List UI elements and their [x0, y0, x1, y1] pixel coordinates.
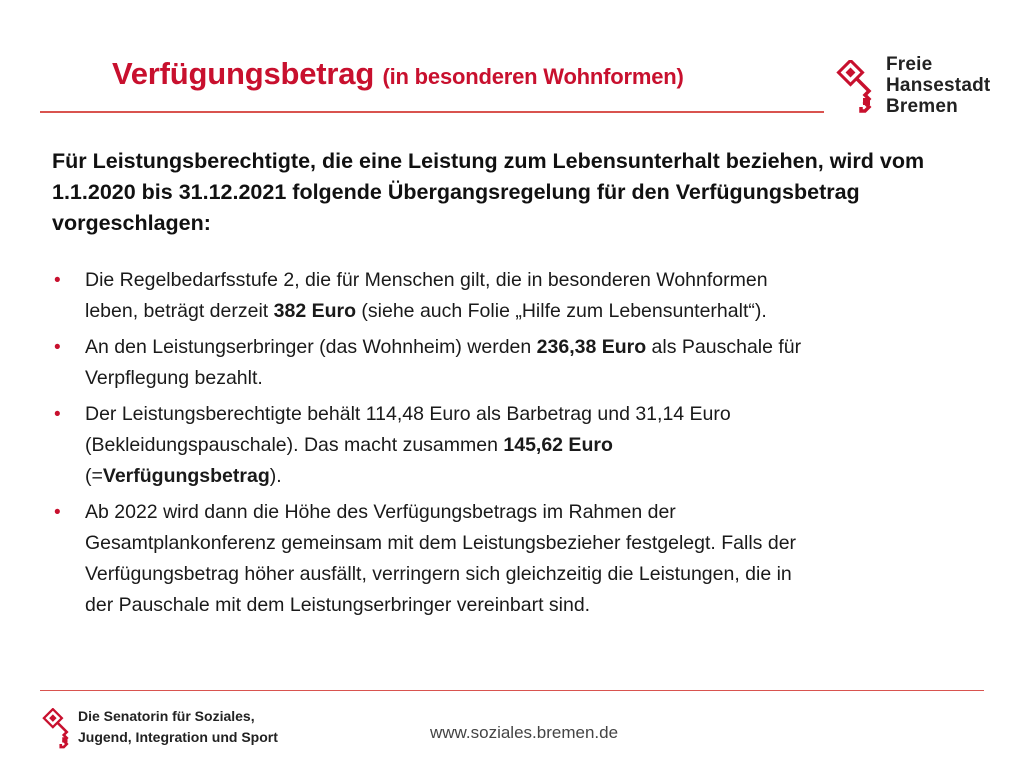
- list-item: [52, 497, 812, 621]
- title-divider: [40, 111, 824, 113]
- bullet-text: ).: [269, 465, 282, 487]
- bremen-logo: [836, 56, 1006, 116]
- title-main: Verfügungsbetrag: [112, 56, 375, 91]
- list-item: [52, 399, 812, 492]
- bullet-text: Der Leistungsberechtigte behält 114,48 Euro als Barbetrag und 31,14 Euro (Bekleidungspauschale). Das macht zusammen: [85, 403, 731, 456]
- logo-line-freie: Freie: [886, 54, 933, 75]
- footer-website-link[interactable]: www.soziales.bremen.de: [430, 723, 619, 742]
- bullet-icon: •: [54, 502, 61, 523]
- bremen-key-icon: [836, 60, 876, 114]
- department-line-1: Die Senatorin für Soziales,: [78, 708, 255, 724]
- bullet-emphasis: Verfügungsbetrag: [102, 465, 270, 487]
- list-item: [52, 265, 812, 327]
- logo-line-hansestadt: Hansestadt: [886, 75, 991, 96]
- bullet-icon: •: [54, 404, 61, 425]
- bullet-text: An den Leistungserbringer (das Wohnheim) werden: [85, 336, 537, 358]
- bullet-amount: 145,62 Euro: [503, 434, 613, 456]
- intro-paragraph: Für Leistungsberechtigte, die eine Leistung zum Lebensunterhalt beziehen, wird vom 1.1.2020 bis 31.12.2021 folgende Übergangsregelung für den Verfügungsbetrag vorgeschlagen:: [52, 149, 925, 235]
- bullet-text: Ab 2022 wird dann die Höhe des Verfügungsbetrags im Rahmen der Gesamtplankonferenz gemeinsam mit dem Leistungsbezieher festgelegt. Falls der Verfügungsbetrag höher ausfällt, verringern sich gleichzeitig die Leistungen, die in der Pauschale mit dem Leistungserbringer vereinbart sind.: [85, 501, 797, 616]
- logo-line-bremen: Bremen: [886, 96, 958, 117]
- bullet-text: als Pauschale für Verpflegung bezahlt.: [85, 336, 802, 389]
- footer-divider: [40, 690, 984, 691]
- bullet-amount: 382 Euro: [273, 300, 356, 322]
- bremen-key-icon: [42, 708, 72, 750]
- bullet-icon: •: [54, 337, 61, 358]
- bullet-list: [52, 265, 812, 626]
- title-subtitle: (in besonderen Wohnformen): [382, 64, 684, 89]
- department-line-2: Jugend, Integration und Sport: [78, 729, 278, 745]
- bullet-text: (=: [85, 465, 103, 487]
- slide-title: [112, 56, 684, 92]
- bullet-amount: 236,38 Euro: [536, 336, 647, 358]
- footer-department-logo: [42, 706, 302, 756]
- bullet-text: (siehe auch Folie „Hilfe zum Lebensunterhalt“).: [356, 300, 767, 322]
- bullet-text: Die Regelbedarfsstufe 2, die für Menschen gilt, die in besonderen Wohnformen leben, beträgt derzeit: [85, 269, 768, 322]
- bullet-icon: •: [54, 270, 61, 291]
- list-item: [52, 332, 812, 394]
